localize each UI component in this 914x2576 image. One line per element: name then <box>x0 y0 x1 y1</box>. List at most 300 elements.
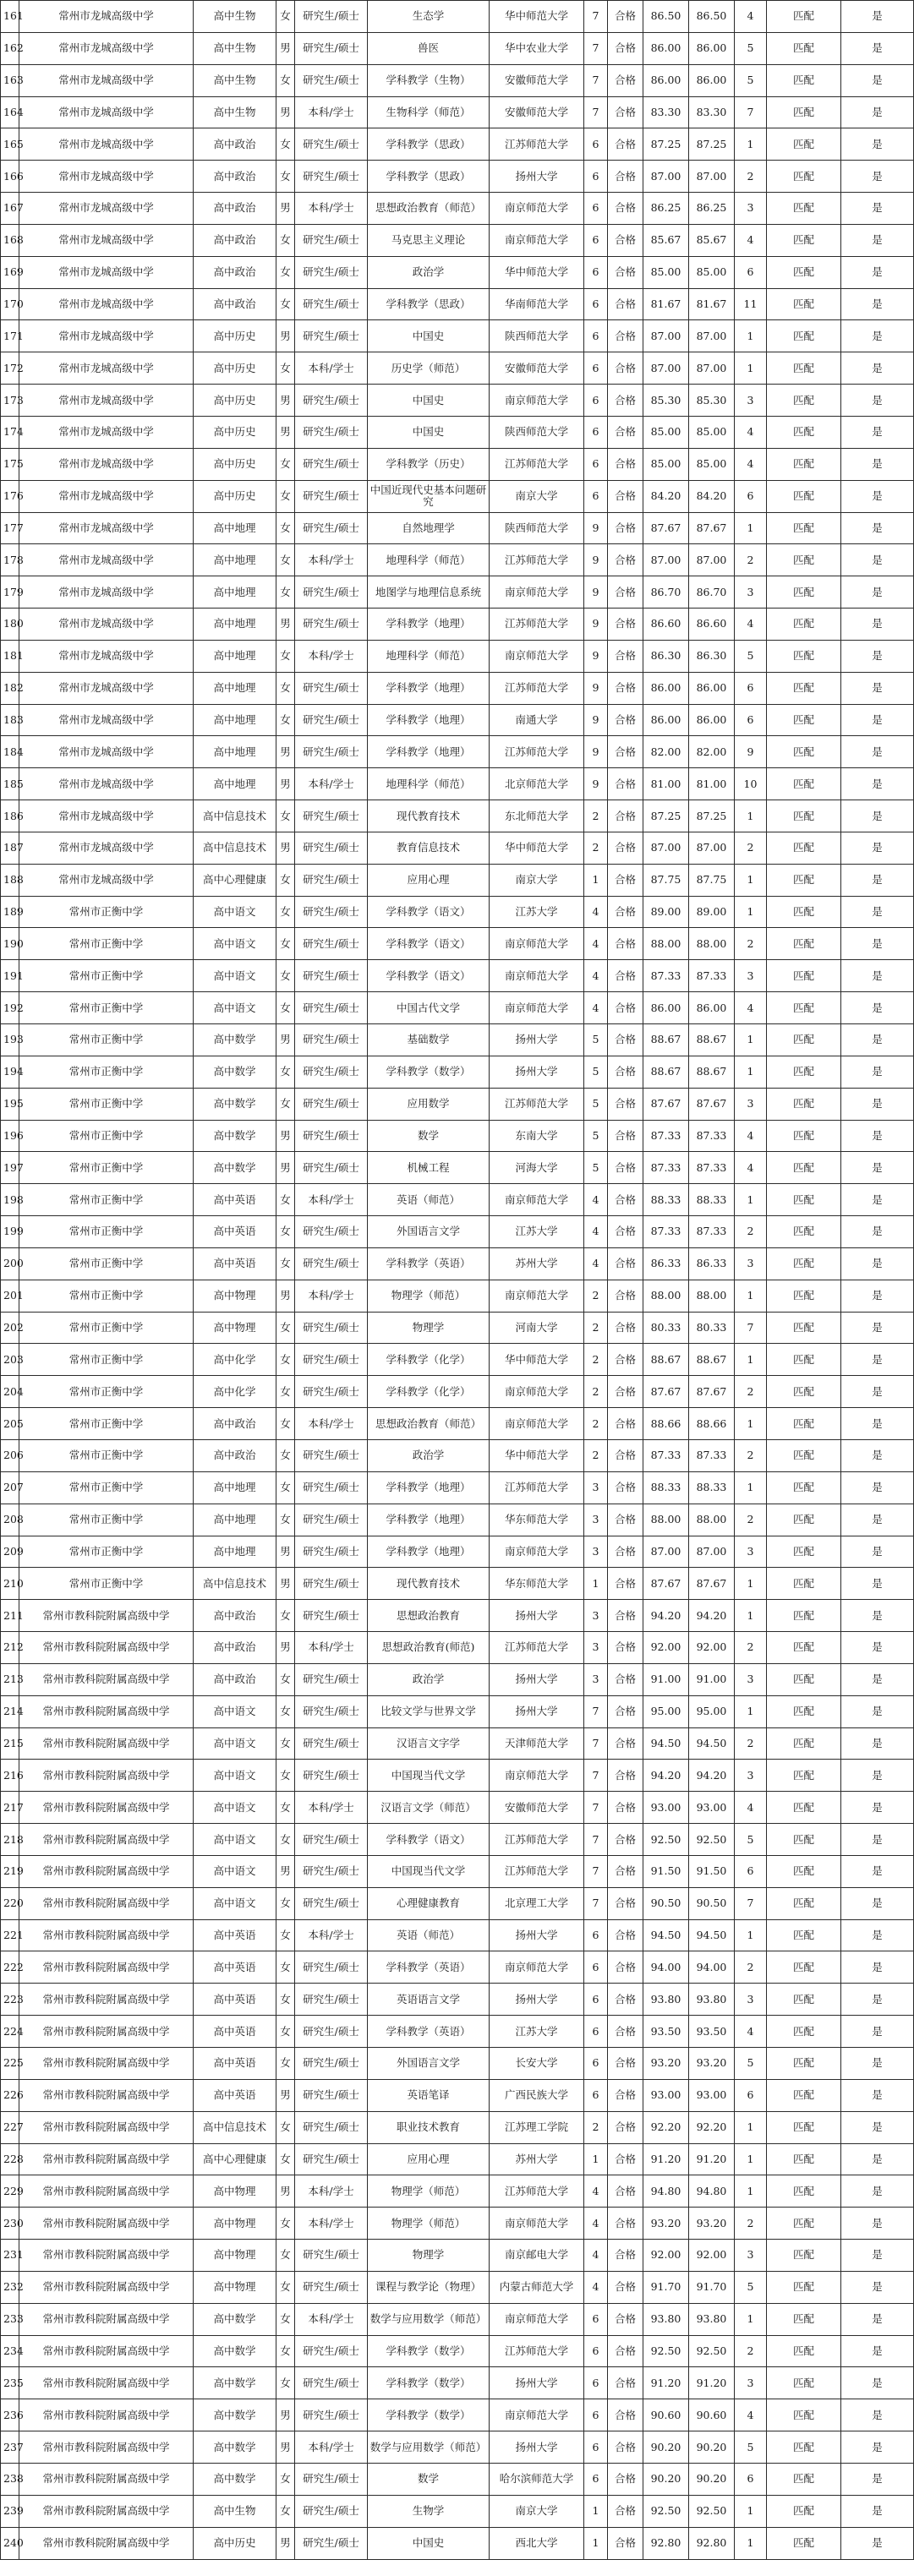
cell-rank: 1 <box>735 1056 767 1088</box>
cell-vacancy-count: 6 <box>584 128 608 161</box>
cell-written-score: 87.67 <box>643 1376 689 1408</box>
cell-rank: 5 <box>735 1824 767 1856</box>
cell-school: 常州市正衡中学 <box>19 1120 194 1152</box>
cell-degree: 本科/学士 <box>295 1280 368 1312</box>
table-row <box>1 2431 914 2464</box>
cell-school: 常州市龙城高级中学 <box>19 640 194 672</box>
cell-row-number: 163 <box>1 64 19 96</box>
cell-rank: 1 <box>735 864 767 896</box>
cell-university: 天津师范大学 <box>490 1727 584 1760</box>
cell-qualified: 是 <box>841 1536 914 1568</box>
cell-match-status: 匹配 <box>767 2143 841 2175</box>
cell-qualified: 是 <box>841 1216 914 1248</box>
cell-review-result: 合格 <box>608 1408 643 1440</box>
cell-post-subject: 高中政治 <box>194 1632 276 1664</box>
cell-review-result: 合格 <box>608 960 643 992</box>
cell-match-status: 匹配 <box>767 1056 841 1088</box>
cell-degree: 研究生/硕士 <box>295 609 368 641</box>
cell-rank: 2 <box>735 161 767 193</box>
cell-row-number: 196 <box>1 1120 19 1152</box>
cell-total-score: 95.00 <box>689 1695 735 1727</box>
cell-post-subject: 高中数学 <box>194 1120 276 1152</box>
table-row <box>1 544 914 576</box>
cell-major: 英语（师范） <box>368 1919 490 1951</box>
cell-school: 常州市教科院附属高级中学 <box>19 1951 194 1984</box>
cell-match-status: 匹配 <box>767 1152 841 1184</box>
table-row <box>1 960 914 992</box>
cell-university: 南京师范大学 <box>490 2303 584 2335</box>
cell-school: 常州市龙城高级中学 <box>19 416 194 448</box>
table-row <box>1 1695 914 1727</box>
cell-university: 南京师范大学 <box>490 2399 584 2431</box>
cell-match-status: 匹配 <box>767 1760 841 1792</box>
cell-degree: 本科/学士 <box>295 544 368 576</box>
cell-qualified: 是 <box>841 1632 914 1664</box>
cell-school: 常州市正衡中学 <box>19 992 194 1024</box>
cell-qualified: 是 <box>841 704 914 736</box>
cell-vacancy-count: 6 <box>584 480 608 512</box>
cell-degree: 研究生/硕士 <box>295 1152 368 1184</box>
cell-vacancy-count: 7 <box>584 1 608 33</box>
cell-university: 江苏师范大学 <box>490 1088 584 1120</box>
cell-match-status: 匹配 <box>767 1439 841 1471</box>
cell-vacancy-count: 4 <box>584 1184 608 1216</box>
cell-written-score: 91.20 <box>643 2367 689 2399</box>
cell-total-score: 88.67 <box>689 1344 735 1376</box>
table-row <box>1 1727 914 1760</box>
cell-total-score: 88.66 <box>689 1408 735 1440</box>
cell-school: 常州市正衡中学 <box>19 1568 194 1600</box>
cell-vacancy-count: 6 <box>584 320 608 352</box>
cell-degree: 研究生/硕士 <box>295 1951 368 1984</box>
cell-total-score: 85.67 <box>689 224 735 256</box>
cell-review-result: 合格 <box>608 1024 643 1056</box>
table-row <box>1 1280 914 1312</box>
cell-degree: 研究生/硕士 <box>295 1536 368 1568</box>
cell-school: 常州市龙城高级中学 <box>19 320 194 352</box>
table-row <box>1 1024 914 1056</box>
table-row <box>1 1 914 33</box>
cell-major: 学科教学（语文） <box>368 960 490 992</box>
table-row <box>1 2048 914 2080</box>
cell-qualified: 是 <box>841 992 914 1024</box>
cell-degree: 本科/学士 <box>295 1792 368 1824</box>
cell-written-score: 94.50 <box>643 1919 689 1951</box>
cell-vacancy-count: 6 <box>584 2016 608 2048</box>
cell-rank: 4 <box>735 609 767 641</box>
cell-post-subject: 高中信息技术 <box>194 2111 276 2143</box>
cell-written-score: 92.00 <box>643 1632 689 1664</box>
cell-review-result: 合格 <box>608 1951 643 1984</box>
cell-match-status: 匹配 <box>767 2175 841 2208</box>
cell-written-score: 87.00 <box>643 352 689 385</box>
cell-gender: 女 <box>276 1887 295 1919</box>
cell-total-score: 86.00 <box>689 64 735 96</box>
cell-row-number: 184 <box>1 736 19 768</box>
cell-total-score: 84.20 <box>689 480 735 512</box>
cell-written-score: 87.00 <box>643 544 689 576</box>
cell-match-status: 匹配 <box>767 1951 841 1984</box>
cell-written-score: 85.30 <box>643 385 689 417</box>
cell-vacancy-count: 2 <box>584 1312 608 1344</box>
cell-school: 常州市正衡中学 <box>19 1376 194 1408</box>
cell-review-result: 合格 <box>608 1568 643 1600</box>
cell-school: 常州市龙城高级中学 <box>19 288 194 320</box>
cell-major: 学科教学（语文） <box>368 1824 490 1856</box>
cell-total-score: 91.70 <box>689 2271 735 2303</box>
cell-post-subject: 高中生物 <box>194 2495 276 2527</box>
cell-university: 扬州大学 <box>490 161 584 193</box>
cell-university: 内蒙古师范大学 <box>490 2271 584 2303</box>
cell-rank: 6 <box>735 256 767 288</box>
cell-qualified: 是 <box>841 1695 914 1727</box>
cell-total-score: 87.33 <box>689 1216 735 1248</box>
cell-post-subject: 高中地理 <box>194 544 276 576</box>
table-row <box>1 416 914 448</box>
cell-school: 常州市教科院附属高级中学 <box>19 2463 194 2495</box>
cell-vacancy-count: 6 <box>584 416 608 448</box>
cell-row-number: 240 <box>1 2527 19 2559</box>
cell-total-score: 87.75 <box>689 864 735 896</box>
cell-gender: 女 <box>276 1056 295 1088</box>
cell-match-status: 匹配 <box>767 800 841 832</box>
cell-post-subject: 高中物理 <box>194 1312 276 1344</box>
cell-gender: 女 <box>276 1408 295 1440</box>
table-row <box>1 2208 914 2240</box>
cell-match-status: 匹配 <box>767 1376 841 1408</box>
cell-qualified: 是 <box>841 1 914 33</box>
table-row <box>1 640 914 672</box>
cell-written-score: 86.00 <box>643 672 689 704</box>
cell-total-score: 90.20 <box>689 2463 735 2495</box>
cell-university: 安徽师范大学 <box>490 352 584 385</box>
cell-degree: 研究生/硕士 <box>295 1439 368 1471</box>
cell-degree: 研究生/硕士 <box>295 960 368 992</box>
cell-row-number: 229 <box>1 2175 19 2208</box>
cell-degree: 本科/学士 <box>295 2175 368 2208</box>
cell-vacancy-count: 6 <box>584 385 608 417</box>
cell-degree: 研究生/硕士 <box>295 928 368 960</box>
cell-qualified: 是 <box>841 480 914 512</box>
cell-school: 常州市龙城高级中学 <box>19 736 194 768</box>
cell-total-score: 86.33 <box>689 1247 735 1280</box>
cell-school: 常州市教科院附属高级中学 <box>19 1600 194 1632</box>
cell-major: 物理学 <box>368 2240 490 2272</box>
cell-row-number: 219 <box>1 1855 19 1887</box>
table-row <box>1 2367 914 2399</box>
cell-qualified: 是 <box>841 193 914 225</box>
cell-rank: 1 <box>735 800 767 832</box>
cell-written-score: 87.00 <box>643 832 689 864</box>
cell-qualified: 是 <box>841 1471 914 1504</box>
cell-vacancy-count: 7 <box>584 1760 608 1792</box>
cell-match-status: 匹配 <box>767 1344 841 1376</box>
cell-row-number: 204 <box>1 1376 19 1408</box>
cell-school: 常州市龙城高级中学 <box>19 161 194 193</box>
cell-qualified: 是 <box>841 1504 914 1536</box>
cell-vacancy-count: 2 <box>584 1439 608 1471</box>
cell-school: 常州市教科院附属高级中学 <box>19 2367 194 2399</box>
cell-vacancy-count: 9 <box>584 512 608 544</box>
cell-qualified: 是 <box>841 1024 914 1056</box>
cell-major: 中国史 <box>368 320 490 352</box>
cell-total-score: 86.00 <box>689 704 735 736</box>
cell-qualified: 是 <box>841 1120 914 1152</box>
cell-rank: 6 <box>735 2463 767 2495</box>
cell-match-status: 匹配 <box>767 1855 841 1887</box>
table-row <box>1 320 914 352</box>
cell-review-result: 合格 <box>608 2303 643 2335</box>
cell-major: 外国语言文学 <box>368 1216 490 1248</box>
cell-row-number: 201 <box>1 1280 19 1312</box>
cell-gender: 女 <box>276 1600 295 1632</box>
cell-row-number: 239 <box>1 2495 19 2527</box>
cell-university: 江苏师范大学 <box>490 609 584 641</box>
cell-school: 常州市龙城高级中学 <box>19 224 194 256</box>
cell-post-subject: 高中地理 <box>194 1536 276 1568</box>
cell-post-subject: 高中历史 <box>194 416 276 448</box>
cell-major: 物理学（师范） <box>368 2175 490 2208</box>
cell-degree: 研究生/硕士 <box>295 2240 368 2272</box>
cell-written-score: 86.00 <box>643 704 689 736</box>
cell-school: 常州市教科院附属高级中学 <box>19 1695 194 1727</box>
cell-degree: 研究生/硕士 <box>295 1727 368 1760</box>
cell-row-number: 164 <box>1 96 19 128</box>
cell-gender: 女 <box>276 2143 295 2175</box>
cell-post-subject: 高中心理健康 <box>194 864 276 896</box>
cell-vacancy-count: 6 <box>584 2048 608 2080</box>
cell-row-number: 182 <box>1 672 19 704</box>
cell-school: 常州市正衡中学 <box>19 1312 194 1344</box>
cell-degree: 研究生/硕士 <box>295 1216 368 1248</box>
table-row <box>1 768 914 800</box>
cell-total-score: 87.00 <box>689 320 735 352</box>
cell-gender: 女 <box>276 480 295 512</box>
cell-match-status: 匹配 <box>767 224 841 256</box>
cell-university: 广西民族大学 <box>490 2079 584 2111</box>
cell-major: 学科教学（数学） <box>368 1056 490 1088</box>
cell-vacancy-count: 4 <box>584 960 608 992</box>
cell-written-score: 86.25 <box>643 193 689 225</box>
cell-university: 河海大学 <box>490 1152 584 1184</box>
cell-gender: 男 <box>276 32 295 64</box>
cell-rank: 1 <box>735 1919 767 1951</box>
cell-qualified: 是 <box>841 2016 914 2048</box>
cell-match-status: 匹配 <box>767 1247 841 1280</box>
table-row <box>1 1504 914 1536</box>
cell-degree: 研究生/硕士 <box>295 1 368 33</box>
cell-degree: 研究生/硕士 <box>295 1663 368 1695</box>
cell-total-score: 87.00 <box>689 352 735 385</box>
cell-total-score: 94.20 <box>689 1600 735 1632</box>
cell-vacancy-count: 6 <box>584 193 608 225</box>
cell-major: 地理科学（师范） <box>368 768 490 800</box>
cell-rank: 3 <box>735 1247 767 1280</box>
cell-degree: 研究生/硕士 <box>295 736 368 768</box>
cell-vacancy-count: 3 <box>584 1471 608 1504</box>
cell-gender: 女 <box>276 2271 295 2303</box>
cell-total-score: 88.67 <box>689 1056 735 1088</box>
cell-qualified: 是 <box>841 609 914 641</box>
cell-match-status: 匹配 <box>767 864 841 896</box>
cell-university: 陕西师范大学 <box>490 512 584 544</box>
cell-degree: 研究生/硕士 <box>295 1887 368 1919</box>
table-row <box>1 864 914 896</box>
cell-gender: 女 <box>276 2463 295 2495</box>
cell-total-score: 87.33 <box>689 960 735 992</box>
cell-major: 职业技术教育 <box>368 2111 490 2143</box>
cell-qualified: 是 <box>841 800 914 832</box>
cell-university: 南京师范大学 <box>490 1280 584 1312</box>
cell-rank: 3 <box>735 576 767 609</box>
cell-school: 常州市教科院附属高级中学 <box>19 1855 194 1887</box>
cell-vacancy-count: 6 <box>584 1984 608 2016</box>
cell-school: 常州市龙城高级中学 <box>19 768 194 800</box>
cell-gender: 女 <box>276 1 295 33</box>
cell-row-number: 208 <box>1 1504 19 1536</box>
table-row <box>1 1887 914 1919</box>
cell-degree: 研究生/硕士 <box>295 896 368 928</box>
cell-degree: 研究生/硕士 <box>295 448 368 480</box>
cell-degree: 研究生/硕士 <box>295 1120 368 1152</box>
cell-major: 学科教学（生物） <box>368 64 490 96</box>
cell-qualified: 是 <box>841 1760 914 1792</box>
cell-gender: 女 <box>276 1760 295 1792</box>
cell-degree: 研究生/硕士 <box>295 1312 368 1344</box>
cell-school: 常州市正衡中学 <box>19 1152 194 1184</box>
table-row <box>1 193 914 225</box>
cell-vacancy-count: 7 <box>584 1887 608 1919</box>
cell-total-score: 92.80 <box>689 2527 735 2559</box>
cell-degree: 研究生/硕士 <box>295 2367 368 2399</box>
table-row <box>1 1568 914 1600</box>
cell-school: 常州市教科院附属高级中学 <box>19 2399 194 2431</box>
table-row <box>1 2399 914 2431</box>
cell-rank: 1 <box>735 2175 767 2208</box>
cell-review-result: 合格 <box>608 768 643 800</box>
cell-major: 数学与应用数学（师范） <box>368 2431 490 2464</box>
cell-qualified: 是 <box>841 161 914 193</box>
cell-rank: 1 <box>735 1600 767 1632</box>
cell-school: 常州市教科院附属高级中学 <box>19 1984 194 2016</box>
table-row <box>1 609 914 641</box>
cell-rank: 5 <box>735 64 767 96</box>
cell-university: 江苏师范大学 <box>490 544 584 576</box>
cell-written-score: 86.50 <box>643 1 689 33</box>
cell-post-subject: 高中英语 <box>194 1919 276 1951</box>
table-row <box>1 736 914 768</box>
cell-school: 常州市龙城高级中学 <box>19 704 194 736</box>
cell-review-result: 合格 <box>608 1 643 33</box>
cell-match-status: 匹配 <box>767 1088 841 1120</box>
cell-total-score: 94.20 <box>689 1760 735 1792</box>
cell-post-subject: 高中语文 <box>194 1695 276 1727</box>
cell-vacancy-count: 9 <box>584 544 608 576</box>
table-row <box>1 2111 914 2143</box>
cell-university: 江苏师范大学 <box>490 1824 584 1856</box>
cell-review-result: 合格 <box>608 320 643 352</box>
cell-gender: 男 <box>276 2175 295 2208</box>
cell-school: 常州市龙城高级中学 <box>19 385 194 417</box>
cell-major: 学科教学（英语） <box>368 2016 490 2048</box>
cell-total-score: 87.33 <box>689 1152 735 1184</box>
table-row <box>1 2463 914 2495</box>
cell-total-score: 91.50 <box>689 1855 735 1887</box>
cell-total-score: 93.00 <box>689 2079 735 2111</box>
cell-post-subject: 高中政治 <box>194 224 276 256</box>
cell-post-subject: 高中历史 <box>194 480 276 512</box>
cell-school: 常州市龙城高级中学 <box>19 512 194 544</box>
cell-review-result: 合格 <box>608 2271 643 2303</box>
cell-post-subject: 高中语文 <box>194 896 276 928</box>
cell-qualified: 是 <box>841 1312 914 1344</box>
cell-rank: 6 <box>735 704 767 736</box>
cell-major: 物理学 <box>368 1312 490 1344</box>
cell-major: 思想政治教育（师范） <box>368 193 490 225</box>
cell-match-status: 匹配 <box>767 544 841 576</box>
cell-rank: 5 <box>735 2431 767 2464</box>
cell-gender: 女 <box>276 1312 295 1344</box>
cell-gender: 女 <box>276 352 295 385</box>
cell-post-subject: 高中数学 <box>194 1152 276 1184</box>
cell-vacancy-count: 2 <box>584 800 608 832</box>
cell-written-score: 91.70 <box>643 2271 689 2303</box>
cell-gender: 男 <box>276 416 295 448</box>
cell-post-subject: 高中语文 <box>194 1760 276 1792</box>
cell-degree: 研究生/硕士 <box>295 2271 368 2303</box>
cell-post-subject: 高中数学 <box>194 1024 276 1056</box>
table-row <box>1 2016 914 2048</box>
cell-qualified: 是 <box>841 96 914 128</box>
cell-major: 生物科学（师范） <box>368 96 490 128</box>
cell-row-number: 168 <box>1 224 19 256</box>
cell-school: 常州市教科院附属高级中学 <box>19 2240 194 2272</box>
cell-university: 陕西师范大学 <box>490 320 584 352</box>
cell-gender: 女 <box>276 448 295 480</box>
cell-gender: 女 <box>276 2111 295 2143</box>
cell-school: 常州市龙城高级中学 <box>19 32 194 64</box>
cell-university: 南京师范大学 <box>490 1536 584 1568</box>
cell-match-status: 匹配 <box>767 1312 841 1344</box>
cell-total-score: 85.00 <box>689 416 735 448</box>
cell-qualified: 是 <box>841 128 914 161</box>
cell-post-subject: 高中历史 <box>194 448 276 480</box>
cell-row-number: 172 <box>1 352 19 385</box>
cell-qualified: 是 <box>841 1919 914 1951</box>
cell-row-number: 223 <box>1 1984 19 2016</box>
cell-vacancy-count: 7 <box>584 1824 608 1856</box>
cell-rank: 7 <box>735 1887 767 1919</box>
cell-row-number: 209 <box>1 1536 19 1568</box>
cell-qualified: 是 <box>841 1855 914 1887</box>
table-row <box>1 2335 914 2367</box>
cell-review-result: 合格 <box>608 288 643 320</box>
cell-match-status: 匹配 <box>767 1120 841 1152</box>
cell-row-number: 171 <box>1 320 19 352</box>
cell-review-result: 合格 <box>608 1280 643 1312</box>
cell-row-number: 180 <box>1 609 19 641</box>
cell-review-result: 合格 <box>608 161 643 193</box>
cell-gender: 女 <box>276 576 295 609</box>
cell-degree: 研究生/硕士 <box>295 864 368 896</box>
cell-university: 安徽师范大学 <box>490 64 584 96</box>
cell-written-score: 93.00 <box>643 1792 689 1824</box>
cell-major: 地图学与地理信息系统 <box>368 576 490 609</box>
cell-post-subject: 高中政治 <box>194 1663 276 1695</box>
cell-rank: 4 <box>735 224 767 256</box>
cell-match-status: 匹配 <box>767 2303 841 2335</box>
cell-school: 常州市教科院附属高级中学 <box>19 2048 194 2080</box>
